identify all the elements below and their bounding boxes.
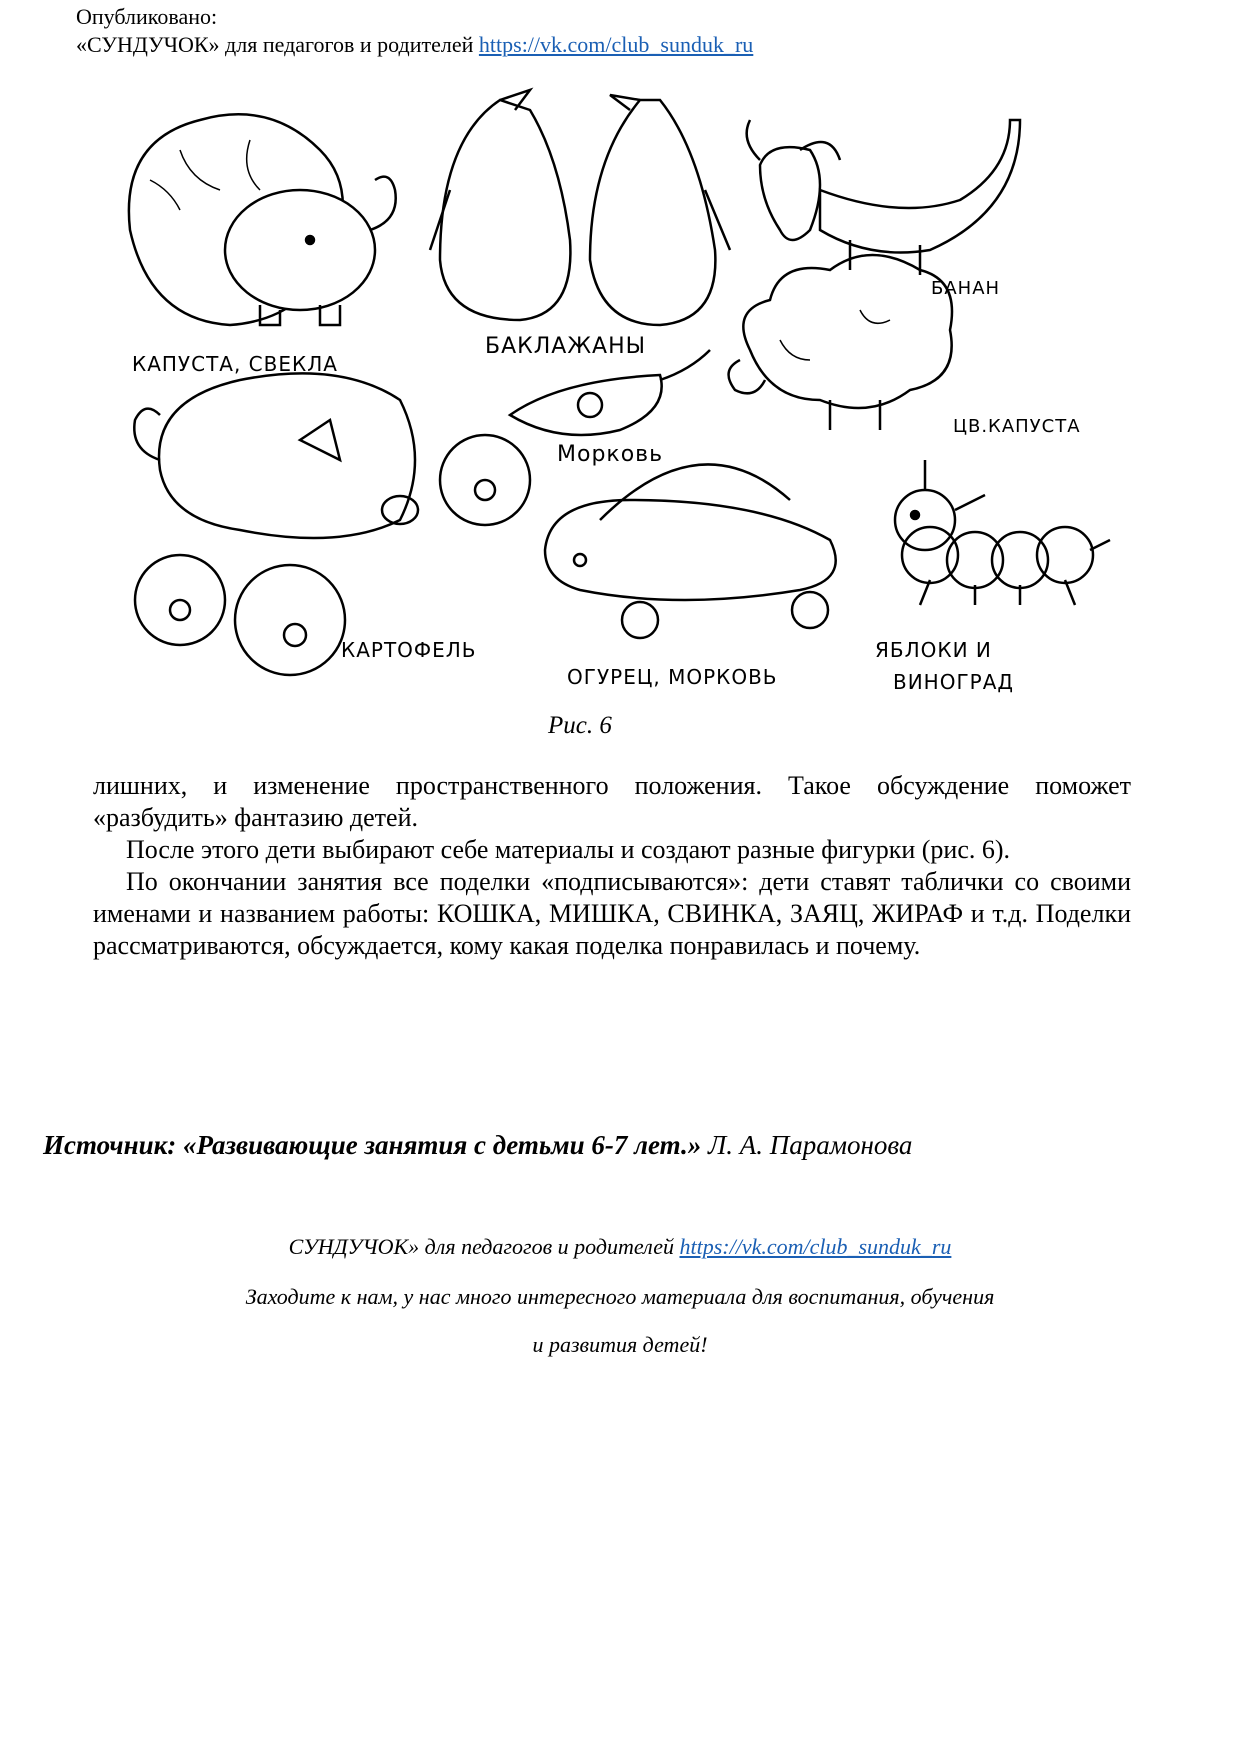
footer-line-2: Заходите к нам, у нас много интересного материала для воспитания, обучения (245, 1284, 995, 1309)
body-text (93, 770, 1131, 962)
label-potato: КАРТОФЕЛЬ (341, 638, 477, 662)
paragraph-1: лишних, и изменение пространственного положения. Такое обсуждение поможет «разбудить» фантазию детей. (93, 771, 1131, 832)
apple-caterpillar-sketch (895, 460, 1110, 605)
label-eggplants: БАКЛАЖАНЫ (485, 334, 647, 359)
figure-illustration (0, 80, 1240, 710)
cucumber-car-sketch (545, 464, 836, 638)
paragraph-3: По окончании занятия все поделки «подписываются»: дети ставят таблички со своими именами и названием работы: КОШКА, МИШКА, СВИНКА, ЗАЯЦ, ЖИРАФ и т.д. Поделки рассматриваются, обсуждается, кому какая поделка понравилась и почему. (93, 867, 1131, 960)
footer-group-name: СУНДУЧОК» для педагогов и родителей (288, 1234, 674, 1259)
header-group-name: «СУНДУЧОК» для педагогов и родителей (76, 32, 474, 57)
label-cabbage: КАПУСТА, СВЕКЛА (132, 352, 338, 376)
label-carrot: Морковь (557, 442, 664, 467)
footer-group-line (0, 1234, 1240, 1260)
source-line (43, 1130, 912, 1161)
label-apples-1: ЯБЛОКИ И (875, 638, 992, 662)
figure-caption: Рис. 6 (548, 712, 612, 739)
cauliflower-sheep-sketch (729, 255, 952, 430)
cabbage-elephant-sketch (129, 114, 396, 325)
potato-pigs-sketch (134, 373, 530, 675)
paragraph-2: После этого дети выбирают себе материалы и создают разные фигурки (рис. 6). (126, 835, 1011, 864)
source-author: Л. А. Парамонова (707, 1130, 913, 1160)
label-cucumber: ОГУРЕЦ, МОРКОВЬ (567, 665, 778, 689)
carrot-mouse-sketch (510, 350, 710, 435)
footer-group-link[interactable]: https://vk.com/club_sunduk_ru (679, 1234, 952, 1259)
source-label: Источник: (43, 1130, 177, 1160)
source-title: «Развивающие занятия с детьми 6-7 лет.» (183, 1130, 702, 1160)
header-group-line (76, 32, 753, 58)
label-apples-2: ВИНОГРАД (893, 670, 1015, 694)
header-group-link[interactable]: https://vk.com/club_sunduk_ru (478, 32, 754, 57)
label-cauliflower: ЦВ.КАПУСТА (953, 416, 1081, 437)
footer-line-3: и развития детей! (532, 1332, 708, 1357)
published-label: Опубликовано: (76, 4, 218, 29)
label-banana: БАНАН (931, 278, 1001, 299)
banana-dog-sketch (747, 120, 1020, 275)
eggplant-penguins-sketch (430, 90, 730, 325)
vegetable-crafts-drawing (0, 80, 1240, 710)
